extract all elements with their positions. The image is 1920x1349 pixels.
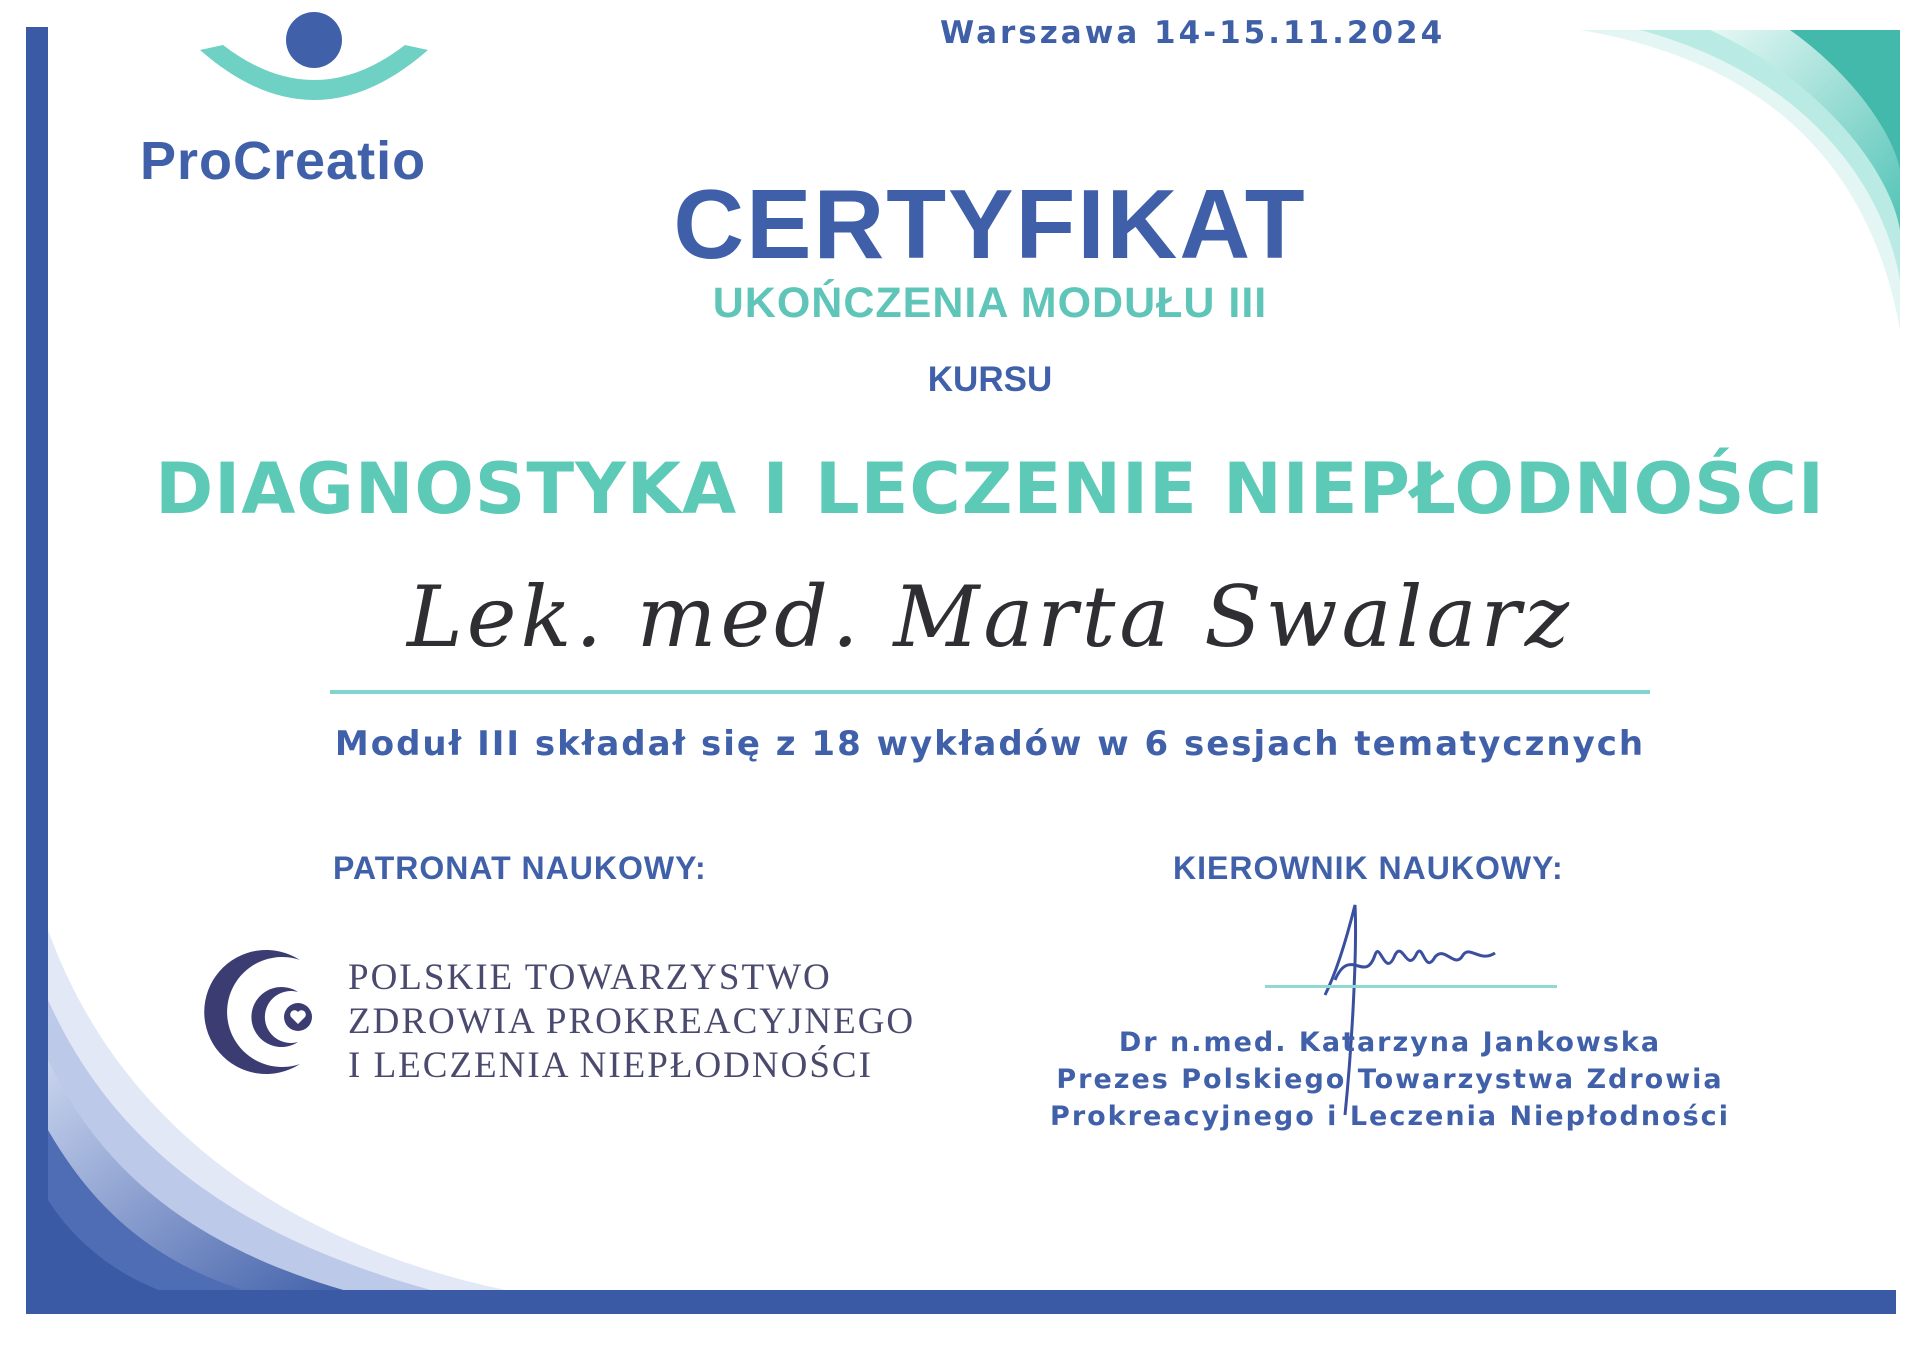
course-prefix: KURSU [927, 360, 1053, 399]
director-title-line: Prokreacyjnego i Leczenia Niepłodności [1050, 1101, 1730, 1132]
director-label: KIEROWNIK NAUKOWY: [1173, 850, 1564, 886]
course-name: DIAGNOSTYKA I LECZENIE NIEPŁODNOŚCI [155, 448, 1825, 530]
brand-name: ProCreatio [140, 131, 427, 191]
module-description: Moduł III składał się z 18 wykładów w 6 sesjach tematycznych [334, 724, 1646, 764]
bottom-border-bar [26, 1290, 1896, 1314]
ptzp-name-line: POLSKIE TOWARZYSTWO [348, 957, 832, 998]
recipient-name: Lek. med. Marta Swalarz [407, 568, 1573, 666]
director-title-line: Prezes Polskiego Towarzystwa Zdrowia [1056, 1064, 1724, 1095]
ptzp-name [348, 956, 915, 1088]
procreatio-logo-icon [195, 0, 435, 110]
director-details [1010, 1024, 1770, 1135]
ptzp-name-line: I LECZENIA NIEPŁODNOŚCI [348, 1045, 873, 1086]
ptzp-name-line: ZDROWIA PROKREACYJNEGO [348, 1001, 916, 1042]
director-name: Dr n.med. Katarzyna Jankowska [1118, 1027, 1662, 1058]
certificate-title: CERTYFIKAT [673, 169, 1307, 279]
name-underline [330, 690, 1650, 694]
ptzp-logo-icon [190, 942, 330, 1082]
patronage-label: PATRONAT NAUKOWY: [333, 850, 707, 886]
event-date: Warszawa 14-15.11.2024 [940, 15, 1446, 51]
certificate-subtitle: UKOŃCZENIA MODUŁU III [712, 279, 1268, 327]
signature-line [1265, 985, 1557, 988]
